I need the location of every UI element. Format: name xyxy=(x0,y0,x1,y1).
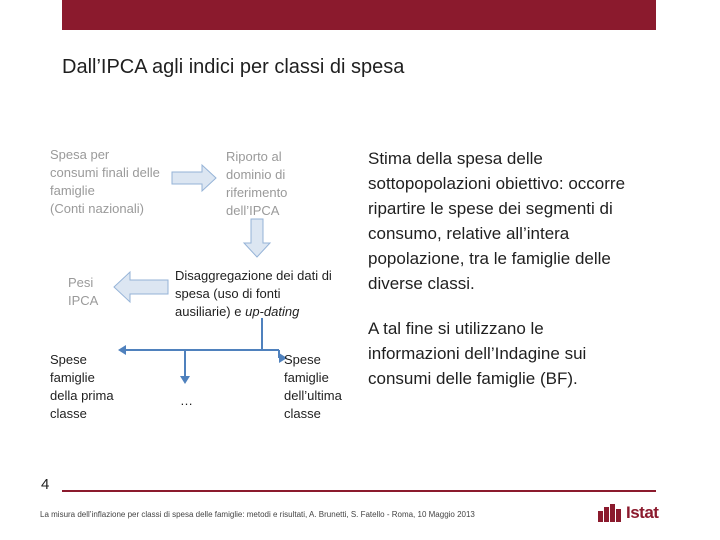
box-riporto-line: dell’IPCA xyxy=(226,203,280,218)
istat-logo-text: Istat xyxy=(626,503,659,522)
istat-logo-icon xyxy=(598,504,624,522)
box-consumi-line: Spesa per xyxy=(50,147,110,162)
footer-text: La misura dell’inflazione per classi di spesa delle famiglie: metodi e risultati, A. Brunetti, S. Fatello - Roma, 10 Maggio 2013 xyxy=(40,510,475,519)
box-pesi-ipca xyxy=(68,274,112,310)
box-prima-line: Spese xyxy=(50,352,87,367)
box-disaggregazione-italic: up-dating xyxy=(245,304,300,319)
box-prima-classe xyxy=(50,351,120,423)
box-prima-line: famiglie xyxy=(50,370,95,385)
box-disaggregazione-line: Disaggregazione dei dati di xyxy=(175,268,332,283)
box-consumi-finali xyxy=(50,146,172,218)
box-ultima-line: dell’ultima xyxy=(284,388,342,403)
box-consumi-line: famiglie xyxy=(50,183,95,198)
box-pesi-line: Pesi xyxy=(68,275,94,290)
text-paragraph-1: Stima della spesa delle sottopopolazioni obiettivo: occorre ripartire le spese dei segmenti di consumo, relative all’intera popolazione, tra le famiglie delle diverse classi. xyxy=(368,149,626,293)
connector-left-arrowhead xyxy=(180,376,190,384)
box-consumi-line: consumi finali delle xyxy=(50,165,160,180)
page-number: 4 xyxy=(41,476,50,493)
down-arrow xyxy=(244,219,270,257)
box-pesi-line: IPCA xyxy=(68,293,99,308)
left-arrow xyxy=(114,272,168,302)
box-ultima-line: famiglie xyxy=(284,370,329,385)
text-paragraph-2: A tal fine si utilizzano le informazioni dell’Indagine sui consumi delle famiglie (BF). xyxy=(368,319,587,388)
box-ultima-classe xyxy=(284,351,354,423)
box-ellipsis: … xyxy=(180,393,193,408)
box-disaggregazione-line xyxy=(175,303,355,321)
box-riporto-line: riferimento xyxy=(226,185,288,200)
slide-title: Dall’IPCA agli indici per classi di spesa xyxy=(62,56,405,78)
right-arrow xyxy=(172,165,216,191)
box-disaggregazione xyxy=(175,267,355,321)
box-ultima-line: classe xyxy=(284,406,321,421)
box-ultima-line: Spese xyxy=(284,352,321,367)
box-riporto-line: Riporto al xyxy=(226,149,282,164)
box-riporto xyxy=(226,148,316,220)
box-disaggregazione-line: spesa (uso di fonti xyxy=(175,286,281,301)
box-disaggregazione-line-start: ausiliarie) e xyxy=(175,304,246,319)
box-consumi-line: (Conti nazionali) xyxy=(50,201,144,216)
box-riporto-line: dominio di xyxy=(226,167,286,182)
box-prima-line: classe xyxy=(50,406,87,421)
box-prima-line: della prima xyxy=(50,388,114,403)
footer-rule xyxy=(62,490,656,492)
